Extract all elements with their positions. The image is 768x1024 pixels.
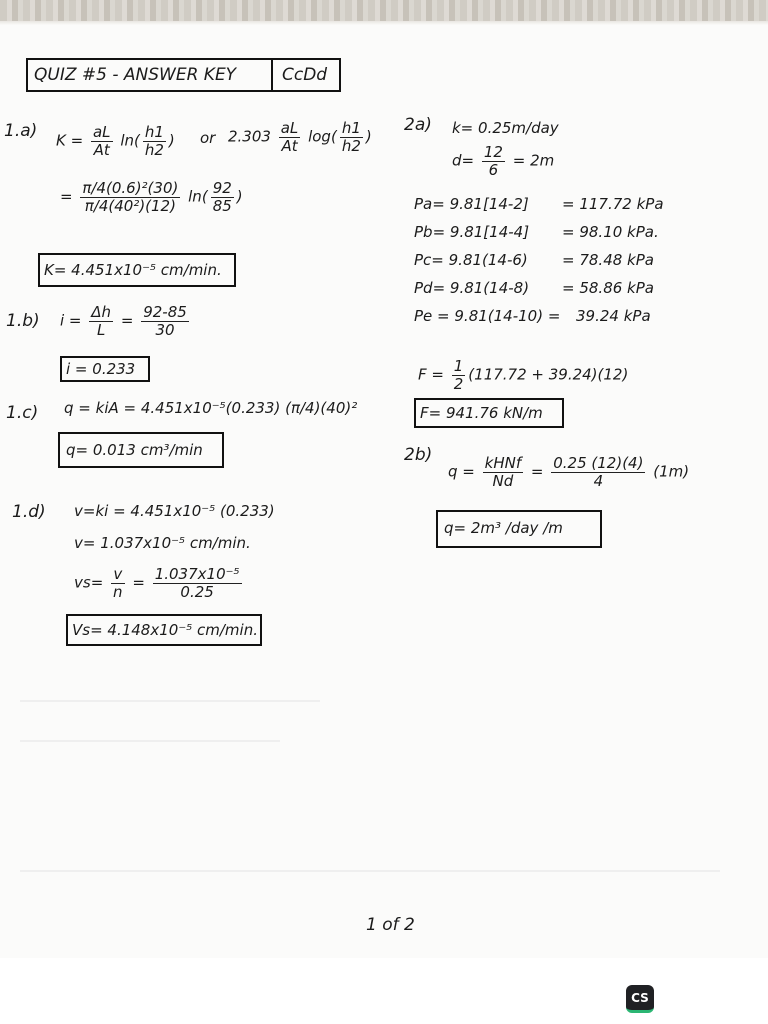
q2b-answer: q= 2m³ /day /m — [444, 519, 563, 537]
pressure-c-value: = 78.48 kPa — [562, 251, 654, 269]
pressure-a-expr: Pa= 9.81[14-2] — [414, 195, 529, 213]
q1d-line2: v= 1.037x10⁻⁵ cm/min. — [74, 534, 251, 552]
pressure-e-value: 39.24 kPa — [576, 307, 651, 325]
title-divider — [271, 60, 273, 90]
q2a-d: d= $\frac{12}{6}$ = 2m — [452, 143, 555, 179]
q1c-formula: q = kiA = 4.451x10⁻⁵(0.233) (π/4)(40)² — [64, 399, 358, 417]
q2a-answer: F= 941.76 kN/m — [420, 404, 543, 422]
q1a-or: or — [200, 129, 216, 147]
torn-edge — [0, 0, 768, 22]
q1d-vs-formula: vs= $\frac{v}{n}$ = $\frac{\text{1.037x10⁻⁵}}{0.25}$ — [74, 565, 240, 601]
q1b-formula: i = $\frac{\Delta h}{L}$ = $\frac{92-85}{30}$ — [60, 303, 187, 339]
q2b-label: 2b) — [404, 445, 433, 465]
pressure-a-value: = 117.72 kPa — [562, 195, 664, 213]
pressure-c-expr: Pc= 9.81(14-6) — [414, 251, 528, 269]
section-code: CcDd — [282, 65, 328, 85]
q1c-answer: q= 0.013 cm³/min — [66, 441, 203, 459]
q1b-label: 1.b) — [6, 311, 40, 331]
q2a-k: k= 0.25m/day — [452, 119, 559, 137]
q1a-answer: K= 4.451x10⁻⁵ cm/min. — [44, 261, 222, 279]
q1a-formula: K = $\frac{aL}{At}$ ln( $\frac{h1}{h2}$ ) — [56, 123, 175, 159]
q1a-alt-formula: 2.303 $\frac{aL}{At}$ log( $\frac{h1}{h2}$ ) — [228, 119, 372, 155]
q1d-line1: v=ki = 4.451x10⁻⁵ (0.233) — [74, 502, 275, 520]
q2b-formula: q = $\frac{\text{kHNf}}{Nd}$ = $\frac{0.25 (12)(4)}{4}$ (1m) — [448, 454, 690, 490]
q1a-label: 1.a) — [4, 121, 38, 141]
q1d-answer: Vs= 4.148x10⁻⁵ cm/min. — [72, 621, 258, 639]
q2a-label: 2a) — [404, 115, 432, 135]
q1c-label: 1.c) — [6, 403, 39, 423]
quiz-title: QUIZ #5 - ANSWER KEY — [34, 65, 237, 85]
q1d-label: 1.d) — [12, 502, 46, 522]
q2a-force-formula: F = $\frac{1}{2}$ (117.72 + 39.24)(12) — [418, 357, 629, 393]
bleed-through-line — [20, 740, 280, 742]
bleed-through-line — [20, 870, 720, 872]
pressure-d-value: = 58.86 kPa — [562, 279, 654, 297]
bleed-through-line — [20, 700, 320, 702]
q1a-substitution: = $\frac{\text{π/4(0.6)²(30)}}{\text{π/4(40²)(12)}}$ ln( $\frac{92}{85}$ ) — [60, 179, 243, 215]
pressure-b-value: = 98.10 kPa. — [562, 223, 659, 241]
pressure-e-expr: Pe = 9.81(14-10) = — [414, 307, 561, 325]
page-number: 1 of 2 — [366, 915, 415, 935]
pressure-b-expr: Pb= 9.81[14-4] — [414, 223, 530, 241]
camscanner-logo: CS — [626, 985, 654, 1013]
pressure-d-expr: Pd= 9.81(14-8) — [414, 279, 530, 297]
q1b-answer: i = 0.233 — [66, 360, 136, 378]
